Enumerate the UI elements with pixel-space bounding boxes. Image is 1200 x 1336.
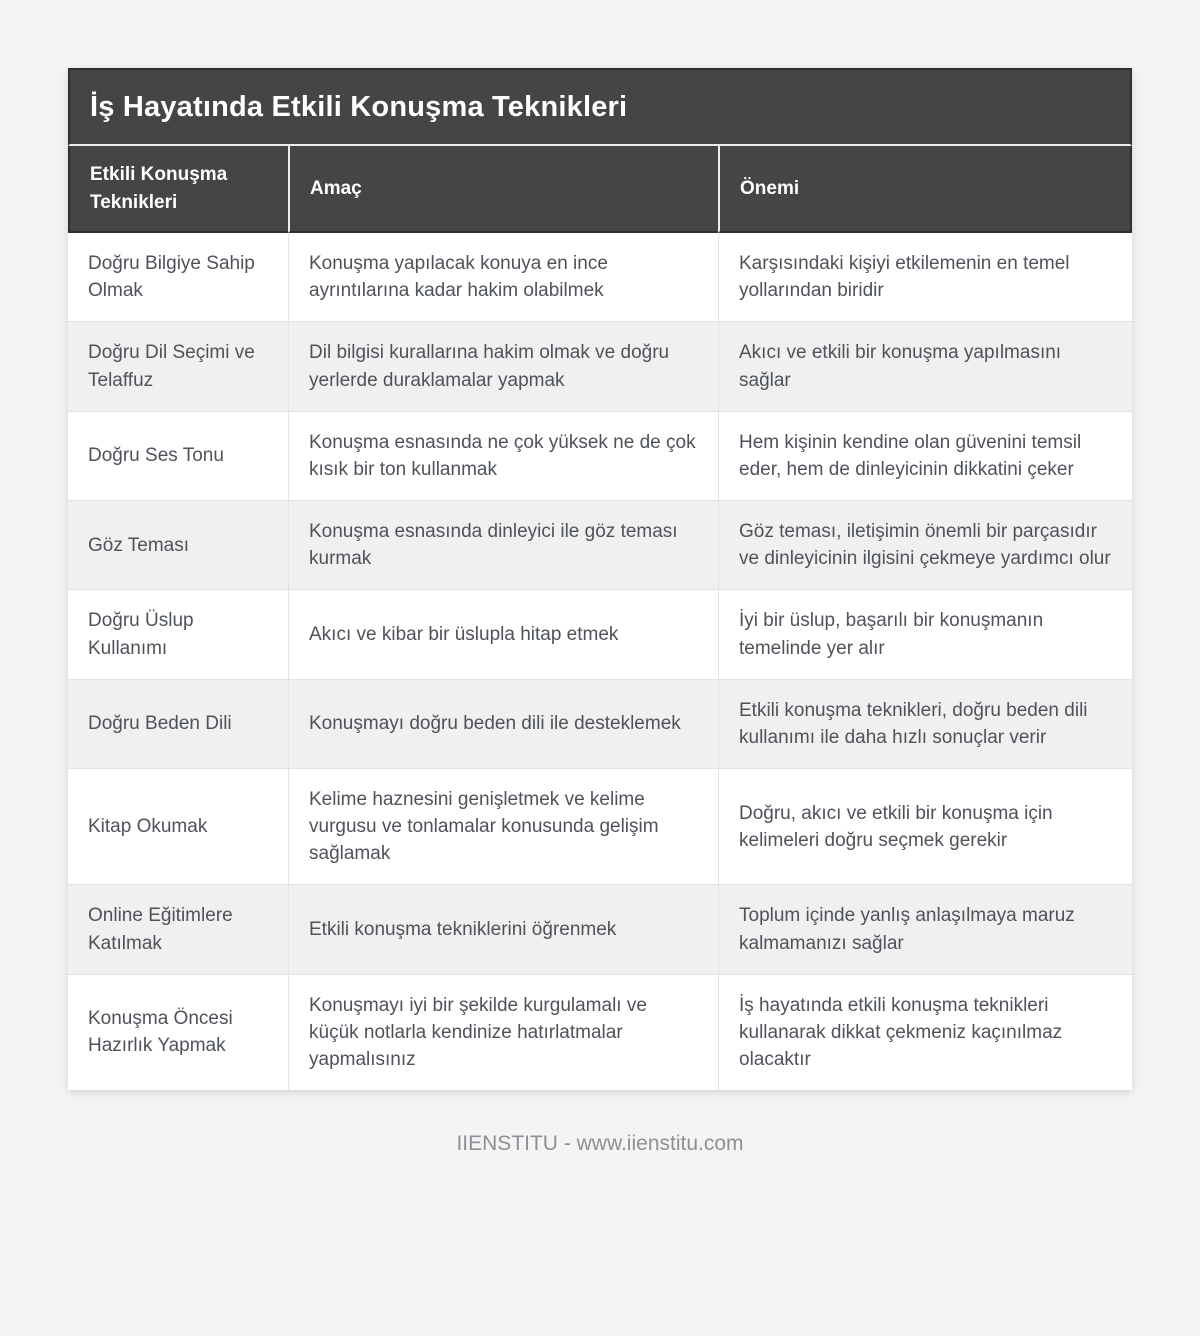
importance-cell: Göz teması, iletişimin önemli bir parçasıdır ve dinleyicinin ilgisini çekmeye yardımcı olur xyxy=(718,500,1132,589)
table-row xyxy=(68,974,1132,1090)
technique-cell: Doğru Beden Dili xyxy=(68,679,288,768)
technique-cell: Doğru Ses Tonu xyxy=(68,411,288,500)
importance-cell: Doğru, akıcı ve etkili bir konuşma için kelimeleri doğru seçmek gerekir xyxy=(718,768,1132,884)
table-row xyxy=(68,411,1132,500)
purpose-cell: Konuşmayı doğru beden dili ile desteklemek xyxy=(288,679,718,768)
importance-cell: Etkili konuşma teknikleri, doğru beden dili kullanımı ile daha hızlı sonuçlar verir xyxy=(718,679,1132,768)
table-row xyxy=(68,768,1132,884)
technique-cell: Göz Teması xyxy=(68,500,288,589)
speech-techniques-sheet xyxy=(68,68,1132,1090)
importance-cell: İyi bir üslup, başarılı bir konuşmanın temelinde yer alır xyxy=(718,589,1132,678)
technique-cell: Kitap Okumak xyxy=(68,768,288,884)
header-row xyxy=(68,146,1132,233)
purpose-cell: Etkili konuşma tekniklerini öğrenmek xyxy=(288,884,718,973)
technique-cell: Doğru Bilgiye Sahip Olmak xyxy=(68,233,288,321)
purpose-cell: Dil bilgisi kurallarına hakim olmak ve doğru yerlerde duraklamalar yapmak xyxy=(288,321,718,410)
technique-cell: Doğru Üslup Kullanımı xyxy=(68,589,288,678)
technique-cell: Online Eğitimlere Katılmak xyxy=(68,884,288,973)
purpose-cell: Konuşma esnasında dinleyici ile göz teması kurmak xyxy=(288,500,718,589)
importance-cell: İş hayatında etkili konuşma teknikleri kullanarak dikkat çekmeniz kaçınılmaz olacaktır xyxy=(718,974,1132,1090)
table-row xyxy=(68,500,1132,589)
table-row xyxy=(68,884,1132,973)
importance-cell: Akıcı ve etkili bir konuşma yapılmasını sağlar xyxy=(718,321,1132,410)
table-row xyxy=(68,321,1132,410)
table-header xyxy=(68,146,1132,233)
column-header-technique: Etkili Konuşma Teknikleri xyxy=(68,146,288,233)
site-credit: IIENSTITU - www.iienstitu.com xyxy=(456,1132,744,1156)
page-title: İş Hayatında Etkili Konuşma Teknikleri xyxy=(68,68,1132,146)
column-header-purpose: Amaç xyxy=(288,146,718,233)
technique-cell: Konuşma Öncesi Hazırlık Yapmak xyxy=(68,974,288,1090)
purpose-cell: Akıcı ve kibar bir üslupla hitap etmek xyxy=(288,589,718,678)
table-row xyxy=(68,589,1132,678)
speech-techniques-table xyxy=(68,146,1132,1090)
technique-cell: Doğru Dil Seçimi ve Telaffuz xyxy=(68,321,288,410)
table-body xyxy=(68,233,1132,1090)
table-row xyxy=(68,679,1132,768)
column-header-importance: Önemi xyxy=(718,146,1132,233)
purpose-cell: Konuşma esnasında ne çok yüksek ne de çok kısık bir ton kullanmak xyxy=(288,411,718,500)
purpose-cell: Konuşma yapılacak konuya en ince ayrıntılarına kadar hakim olabilmek xyxy=(288,233,718,321)
table-row xyxy=(68,233,1132,321)
importance-cell: Karşısındaki kişiyi etkilemenin en temel yollarından biridir xyxy=(718,233,1132,321)
purpose-cell: Konuşmayı iyi bir şekilde kurgulamalı ve küçük notlarla kendinize hatırlatmalar yapmalısınız xyxy=(288,974,718,1090)
purpose-cell: Kelime haznesini genişletmek ve kelime vurgusu ve tonlamalar konusunda gelişim sağlamak xyxy=(288,768,718,884)
importance-cell: Hem kişinin kendine olan güvenini temsil eder, hem de dinleyicinin dikkatini çeker xyxy=(718,411,1132,500)
importance-cell: Toplum içinde yanlış anlaşılmaya maruz kalmamanızı sağlar xyxy=(718,884,1132,973)
